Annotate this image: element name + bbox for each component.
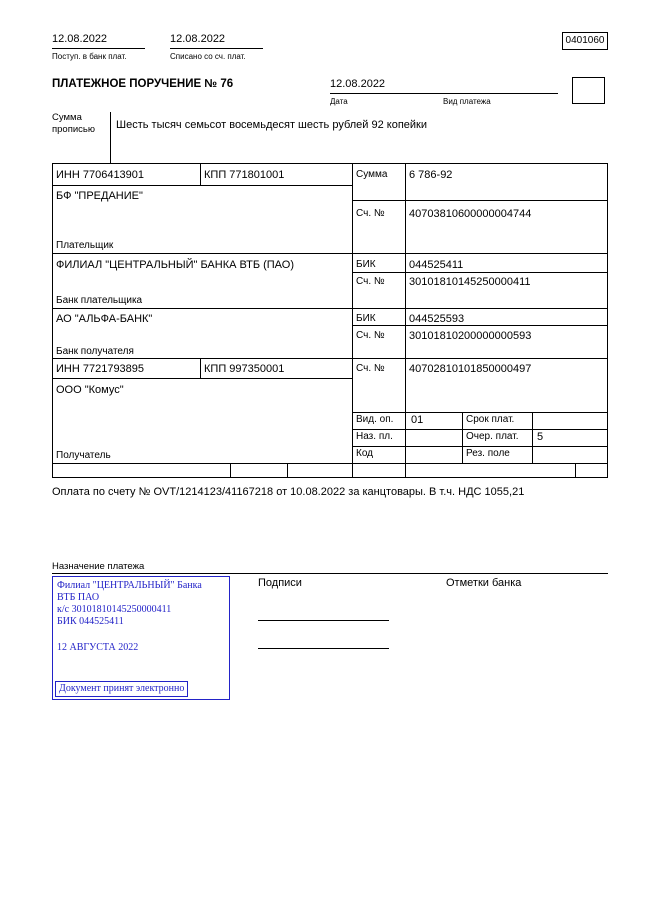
- table-line: [52, 163, 53, 478]
- received-date-label: Поступ. в банк плат.: [52, 52, 127, 61]
- form-code-box: 0401060: [562, 32, 608, 50]
- table-line: [352, 429, 608, 430]
- rez-pole-label: Рез. поле: [466, 448, 510, 459]
- debited-date-underline: [170, 48, 263, 49]
- table-line: [200, 163, 201, 185]
- table-line: [462, 412, 463, 463]
- payee-inn: ИНН 7721793895: [56, 363, 145, 375]
- payer-caption: Плательщик: [56, 240, 114, 251]
- table-line: [352, 272, 608, 273]
- payment-type-label: Вид платежа: [443, 97, 491, 106]
- payee-bank-name: АО "АЛЬФА-БАНК": [56, 313, 153, 325]
- table-line: [52, 358, 608, 359]
- vid-op-label: Вид. оп.: [356, 414, 394, 425]
- table-line: [352, 412, 608, 413]
- payee-bank-account: 30101810200000000593: [409, 330, 532, 342]
- table-line: [52, 378, 352, 379]
- table-line: [52, 163, 608, 164]
- payee-account: 40702810101850000497: [409, 363, 532, 375]
- bank-marks-label: Отметки банка: [446, 577, 522, 589]
- table-line: [52, 477, 608, 478]
- payer-name: БФ "ПРЕДАНИЕ": [56, 190, 143, 202]
- stamp-date: 12 АВГУСТА 2022: [57, 642, 139, 653]
- signature-line-2: [258, 648, 389, 649]
- received-date-underline: [52, 48, 145, 49]
- payer-bank-caption: Банк плательщика: [56, 295, 143, 306]
- date-underline: [330, 93, 558, 94]
- purpose-underline: [52, 573, 608, 574]
- stamp-status: Документ принят электронно: [55, 681, 188, 697]
- payee-account-label: Сч. №: [356, 363, 385, 374]
- payer-bank-account: 30101810145250000411: [409, 276, 531, 288]
- kod-label: Код: [356, 448, 374, 459]
- ocher-plat-label: Очер. плат.: [466, 431, 519, 442]
- payee-bank-bik-label: БИК: [356, 313, 376, 324]
- stamp-bik: БИК 044525411: [57, 616, 124, 627]
- table-line: [532, 412, 533, 463]
- payment-table: [52, 163, 608, 478]
- table-line: [52, 185, 352, 186]
- amount-words-label-1: Сумма: [52, 112, 82, 123]
- payer-bank-bik: 044525411: [409, 259, 464, 271]
- signatures-label: Подписи: [258, 577, 302, 589]
- srok-plat-label: Срок плат.: [466, 414, 515, 425]
- table-line: [575, 463, 576, 478]
- table-line: [352, 163, 353, 478]
- table-line: [52, 463, 608, 464]
- table-line: [352, 325, 608, 326]
- received-date: 12.08.2022: [52, 33, 108, 45]
- table-line: [607, 163, 608, 478]
- table-line: [200, 358, 201, 378]
- purpose-text: Оплата по счету № OVT/1214123/41167218 от 10.08.2022 за канцтовары. В т.ч. НДС 1055,21: [52, 486, 525, 498]
- table-line: [352, 446, 608, 447]
- payee-kpp: КПП 997350001: [204, 363, 285, 375]
- signature-line-1: [258, 620, 389, 621]
- amount-words-label-2: прописью: [52, 124, 95, 135]
- table-line: [230, 463, 231, 478]
- sum-label: Сумма: [356, 169, 388, 180]
- naz-pl-label: Наз. пл.: [356, 431, 393, 442]
- bank-stamp: [52, 576, 230, 700]
- payer-bank-name: ФИЛИАЛ "ЦЕНТРАЛЬНЫЙ" БАНКА ВТБ (ПАО): [56, 259, 294, 271]
- payee-bank-caption: Банк получателя: [56, 346, 134, 357]
- payer-account-label: Сч. №: [356, 208, 385, 219]
- payer-bank-bik-label: БИК: [356, 259, 376, 270]
- table-line: [52, 253, 608, 254]
- debited-date: 12.08.2022: [170, 33, 226, 45]
- payee-bank-bik: 044525593: [409, 313, 465, 325]
- amount-words-divider: [110, 112, 111, 163]
- amount-words-value: Шесть тысяч семьсот восемьдесят шесть рублей 92 копейки: [116, 119, 428, 131]
- purpose-caption: Назначение платежа: [52, 561, 145, 572]
- ocher-plat-value: 5: [537, 431, 544, 443]
- debited-date-label: Списано со сч. плат.: [170, 52, 246, 61]
- payer-inn: ИНН 7706413901: [56, 169, 145, 181]
- payer-kpp: КПП 771801001: [204, 169, 285, 181]
- stamp-spacer: [57, 628, 225, 642]
- table-line: [352, 200, 608, 201]
- payee-bank-account-label: Сч. №: [356, 330, 385, 341]
- payee-caption: Получатель: [56, 450, 111, 461]
- table-line: [287, 463, 288, 478]
- document-title: ПЛАТЕЖНОЕ ПОРУЧЕНИЕ № 76: [52, 78, 234, 90]
- payer-account: 40703810600000004744: [409, 208, 532, 220]
- stamp-corr-account: к/с 30101810145250000411: [57, 604, 172, 615]
- payer-bank-account-label: Сч. №: [356, 276, 385, 287]
- table-line: [52, 308, 608, 309]
- payee-name: ООО "Комус": [56, 384, 124, 396]
- payment-type-box: [572, 77, 605, 104]
- date-label: Дата: [330, 97, 348, 106]
- stamp-bank-name-2: ВТБ ПАО: [57, 592, 100, 603]
- document-date: 12.08.2022: [330, 78, 386, 90]
- vid-op-value: 01: [411, 414, 424, 426]
- table-line: [405, 163, 406, 478]
- sum-value: 6 786-92: [409, 169, 453, 181]
- stamp-bank-name-1: Филиал "ЦЕНТРАЛЬНЫЙ" Банка: [57, 580, 202, 591]
